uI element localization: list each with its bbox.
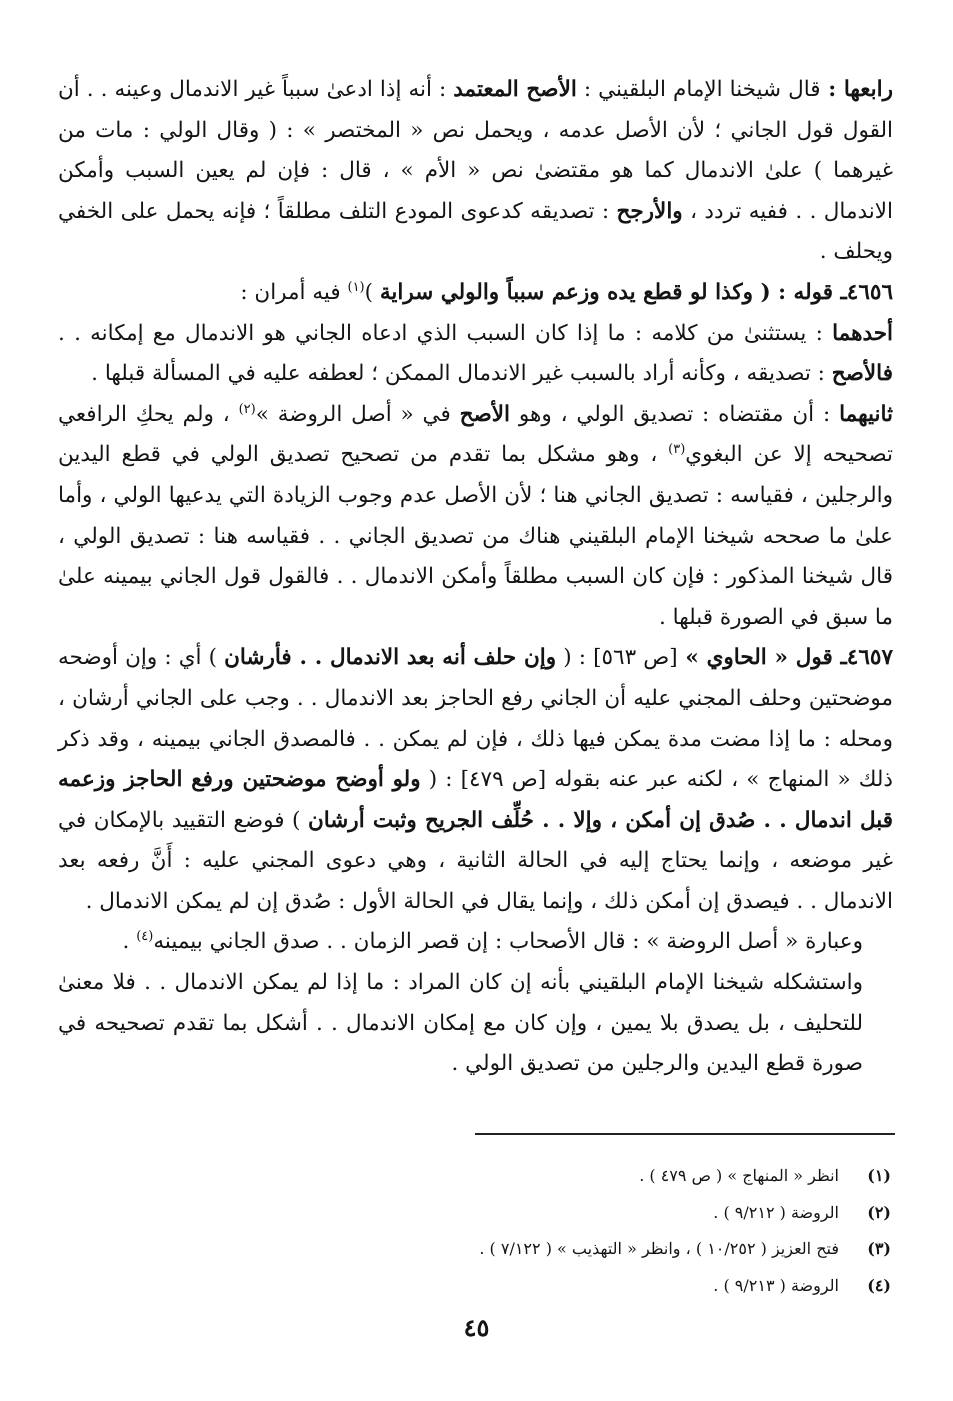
footnote-ref: (١)	[347, 279, 365, 295]
paragraph-4656	[58, 273, 893, 314]
text-run: : تصديقه ، وكأنه أراد بالسبب غير الاندمال الممكن ؛ لعطفه عليه في المسألة قبلها .	[91, 361, 832, 387]
footnotes	[56, 1158, 891, 1304]
text-run: : أن مقتضاه : تصديق الولي ، وهو	[510, 401, 840, 427]
footnote-item	[56, 1268, 891, 1305]
bold-text-run: ثانيهما	[839, 401, 894, 427]
paragraph-ibarat-asl-al-rawda	[58, 922, 893, 963]
bold-text-run: الأصح	[459, 401, 511, 427]
text-run: قال شيخنا الإمام البلقيني :	[576, 77, 821, 102]
footnote-item	[56, 1158, 891, 1195]
footnote-number: (١)	[867, 1166, 891, 1185]
bold-text-run: والأرجح	[616, 198, 683, 224]
text-run: .	[122, 929, 137, 955]
paragraph-ahaduhuma	[58, 314, 893, 395]
footnote-text: فتح العزيز ( ١٠/٢٥٢ ) ، وانظر « التهذيب » ( ٧/١٢٢ ) .	[479, 1239, 839, 1258]
text-run: : أنه إذا ادعىٰ سبباً غير الاندمال وعينه . . أن القول قول الجاني ؛ لأن الأصل عدمه ، ويحمل نص « المختصر » : ( وقال الولي : مات من غيرهما ) علىٰ الاندمال كما هو مقتضىٰ نص « الأم » ، قال : فإن لم يعين السبب وأمكن الاندمال . . ففيه تردد ،	[58, 77, 893, 224]
paragraph-4657	[58, 638, 893, 922]
footnote-ref: (٢)	[238, 401, 256, 417]
text-run: واستشكله شيخنا الإمام البلقيني بأنه إن كان المراد : ما إذا لم يمكن الاندمال . . فلا معنىٰ للتحليف ، بل يصدق بلا يمين ، وإن كان مع إمكان الاندمال . . أشكل بما تقدم تصحيحه في صورة قطع اليدين والرجلين من تصديق الولي .	[58, 970, 863, 1077]
text-run: : يستثنىٰ من كلامه : ما إذا كان السبب الذي ادعاه الجاني هو الاندمال مع إمكانه . .	[58, 320, 833, 346]
text-run: فيه أمران :	[240, 279, 348, 305]
text-run: [ص ٥٦٣]	[593, 645, 678, 671]
footnote-text: انظر « المنهاج » ( ص ٤٧٩ ) .	[639, 1166, 839, 1185]
footnote-text: الروضة ( ٩/٢١٣ ) .	[713, 1275, 839, 1295]
footnote-number: (٤)	[867, 1275, 891, 1295]
footnote-item	[56, 1231, 891, 1268]
footnote-separator	[475, 1133, 895, 1135]
paragraph-rabiuha	[58, 70, 893, 273]
paragraph-istashkalahu	[58, 963, 893, 1085]
paragraph-thanihuma	[58, 395, 893, 639]
footnote-ref: (٤)	[136, 929, 154, 945]
text-run: )	[364, 279, 380, 305]
text-run: ، ولم يحكِ الرافعي تصحيحه إلا عن البغوي	[58, 401, 893, 468]
text-run: ) فوضع التقييد بالإمكان في غير موضعه ، وإنما يحتاج إليه في الحالة الثانية ، وهي دعوى المجني عليه : أَنَّ رفعه بعد الاندمال . . فيصدق إن أمكن ذلك ، وإنما يقال في الحالة الأول : صُدق إن لم يمكن الاندمال .	[58, 807, 893, 914]
main-text	[58, 70, 893, 1085]
bold-text-run: أحدهما	[832, 320, 893, 346]
page-number: ٤٥	[463, 1313, 490, 1342]
text-run: ) أي : وإن أوضحه موضحتين وحلف المجني عليه أن الجاني رفع الحاجز بعد الاندمال . . وجب على الجاني أرشان ، ومحله : ما إذا مضت مدة يمكن فيها ذلك ، فإن لم يمكن . . فالمصدق الجاني بيمينه ، وقد ذكر ذلك « المنهاج » ، لكنه عبر عنه بقوله	[58, 645, 893, 793]
bold-text-run: ٤٦٥٦ـ قوله : (	[752, 279, 893, 305]
bold-text-run: الأصح المعتمد	[453, 77, 577, 102]
footnote-ref: (٣)	[668, 442, 686, 458]
bold-text-run: ٤٦٥٧ـ قول « الحاوي »	[677, 645, 893, 671]
bold-text-run: وإن حلف أنه بعد الاندمال . . فأرشان	[224, 645, 557, 671]
text-run: [ص ٤٧٩]	[460, 767, 547, 793]
text-run: ، وهو مشكل بما تقدم من تصحيح تصديق الولي في قطع اليدين والرجلين ، فقياسه : تصديق الجاني هنا ؛ لأن الأصل عدم وجوب الزيادة التي يدعيها الولي ، وأما علىٰ ما صححه شيخنا الإمام البلقيني هناك من تصديق الجاني . . فقياسه هنا : تصديق الولي ، قال شيخنا المذكور : فإن كان السبب مطلقاً وأمكن الاندمال . . فالقول قول الجاني بيمينه علىٰ ما سبق في الصورة قبلها .	[58, 442, 893, 630]
bold-text-run: وكذا لو قطع يده وزعم سبباً والولي سراية	[379, 279, 753, 305]
text-run: : (	[556, 645, 594, 671]
bold-text-run: فالأصح	[831, 361, 893, 387]
footnote-item	[56, 1195, 891, 1232]
bold-text-run: رابعها :	[820, 77, 893, 102]
text-run: وعبارة « أصل الروضة » : قال الأصحاب : إن قصر الزمان . . صدق الجاني بيمينه	[153, 929, 863, 955]
bold-text-run: ولو أوضح موضحتين ورفع الحاجز وزعمه قبل اندمال . . صُدق إن أمكن ، وإلا . . حُلِّف الجريح وثبت أرشان	[58, 767, 894, 833]
page-body	[58, 70, 893, 1085]
footnote-number: (٢)	[867, 1202, 891, 1222]
footnote-text: الروضة ( ٩/٢١٢ ) .	[713, 1202, 839, 1222]
text-run: : (	[420, 767, 461, 793]
text-run: في « أصل الروضة »	[255, 401, 460, 427]
text-run: : تصديقه كدعوى المودع التلف مطلقاً ؛ فإنه يحمل على الخفي ويحلف .	[58, 198, 893, 265]
footnote-number: (٣)	[867, 1239, 891, 1258]
